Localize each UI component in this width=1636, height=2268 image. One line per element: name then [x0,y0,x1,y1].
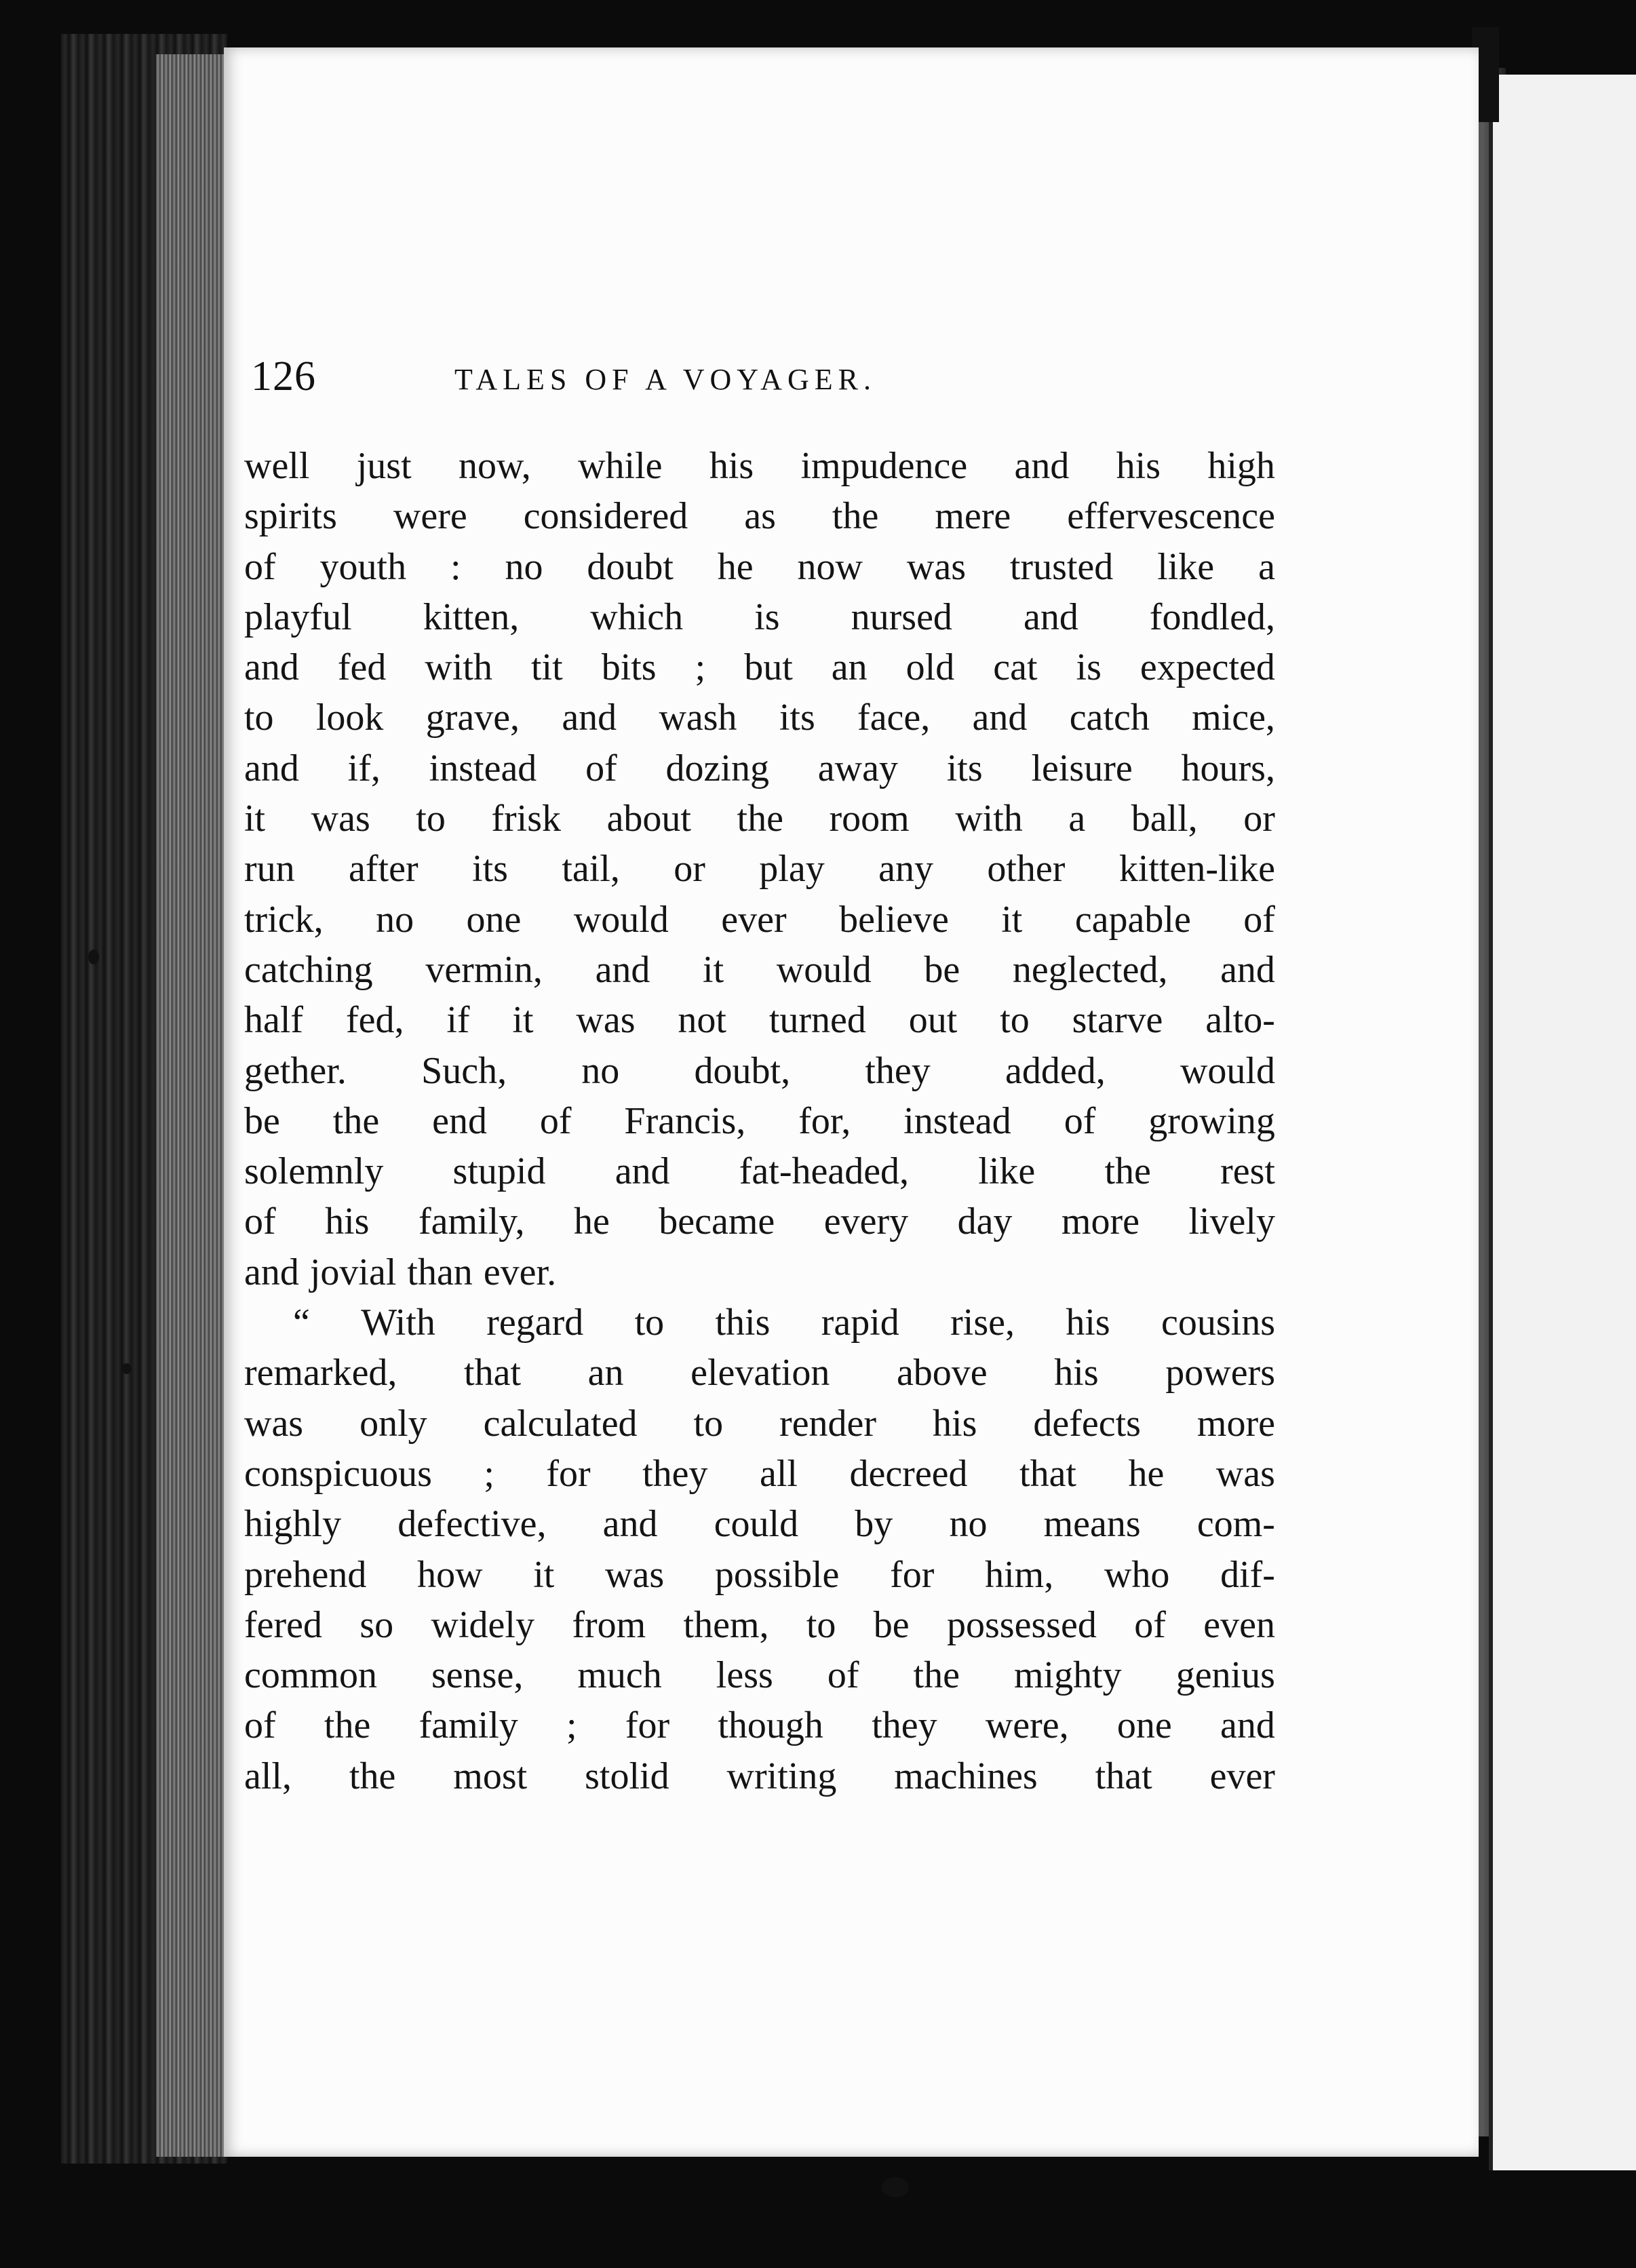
page-header [251,353,1282,414]
page-speck [88,950,99,964]
text-line: highly defective, and could by no means com- [244,1503,1275,1546]
text-line: fered so widely from them, to be possessed of even [244,1603,1275,1646]
text-line: run after its tail, or play any other kitten-like [244,848,1275,891]
text-line: of his family, he became every day more lively [244,1200,1275,1243]
page-number: 126 [251,353,316,399]
text-line: and if, instead of dozing away its leisure hours, [244,747,1275,789]
text-line: prehend how it was possible for him, who dif- [244,1553,1275,1596]
text-line: of youth : no doubt he now was trusted like a [244,545,1275,588]
text-line: and fed with tit bits ; but an old cat is expected [244,646,1275,689]
text-line: trick, no one would ever believe it capable of [244,898,1275,941]
text-line: all, the most stolid writing machines that ever [244,1755,1275,1797]
scan-bottom-margin [0,2170,1636,2268]
text-line: gether. Such, no doubt, they added, would [244,1049,1275,1092]
body-text [244,441,1275,1801]
page-edges-left [156,54,231,2157]
text-line: of the family ; for though they were, one and [244,1704,1275,1747]
text-line: it was to frisk about the room with a ball, or [244,798,1275,840]
page-speck [122,1363,132,1374]
text-line: solemnly stupid and fat-headed, like the rest [244,1150,1275,1193]
text-line: catching vermin, and it would be neglected, and [244,948,1275,991]
text-line: and jovial than ever. [244,1251,557,1293]
text-line: “ With regard to this rapid rise, his cousins [293,1302,1275,1344]
text-line: conspicuous ; for they all decreed that he was [244,1452,1275,1495]
text-line: be the end of Francis, for, instead of growing [244,1099,1275,1142]
running-title: TALES OF A VOYAGER. [454,363,876,396]
text-line: playful kitten, which is nursed and fondled, [244,595,1275,638]
text-line: half fed, if it was not turned out to starve alto- [244,999,1275,1042]
text-line: was only calculated to render his defects more [244,1402,1275,1445]
text-line: remarked, that an elevation above his powers [244,1352,1275,1394]
facing-page-edge [1489,75,1636,2177]
text-line: well just now, while his impudence and his high [244,445,1275,487]
text-line: spirits were considered as the mere effervescence [244,495,1275,538]
text-line: common sense, much less of the mighty genius [244,1654,1275,1697]
page-speck [882,2177,909,2197]
text-line: to look grave, and wash its face, and catch mice, [244,697,1275,739]
